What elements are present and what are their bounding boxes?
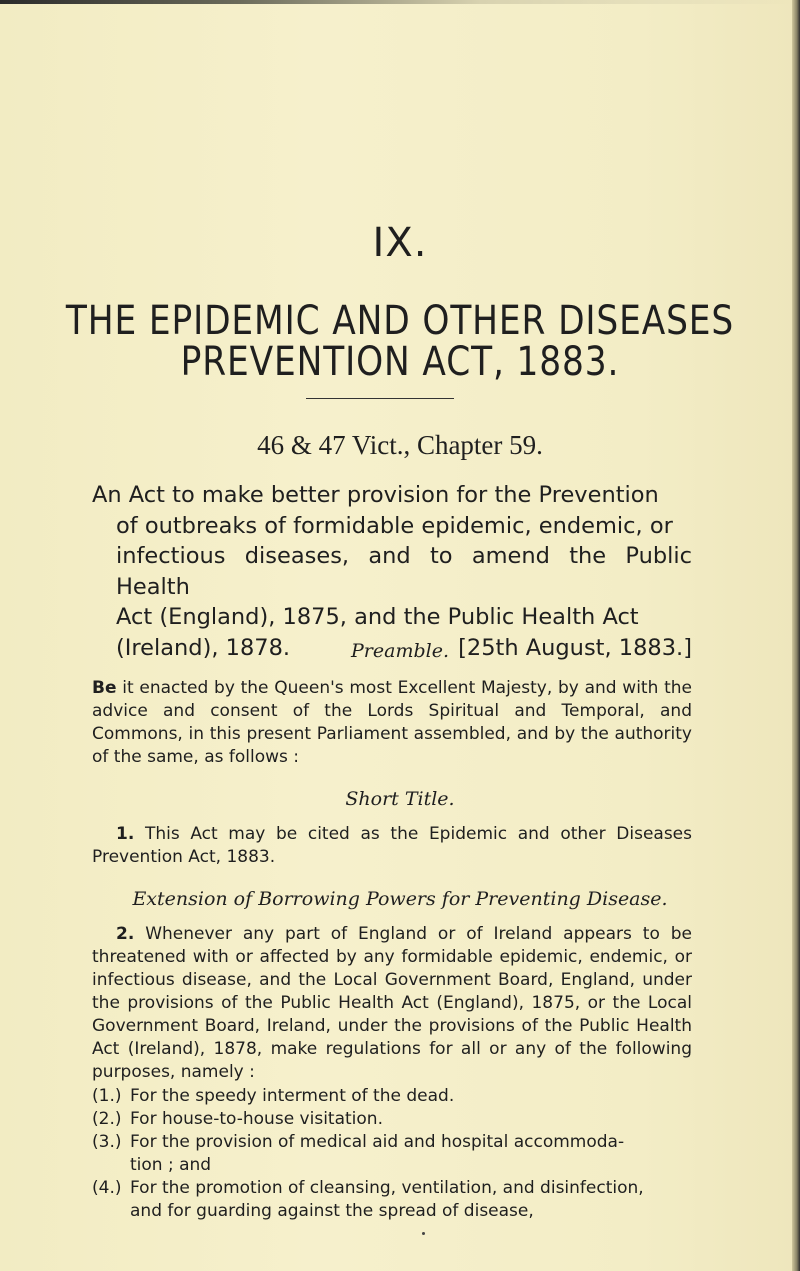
page-top-edge — [0, 0, 800, 4]
assent-date: [25th August, 1883.] — [458, 634, 692, 661]
long-title — [92, 480, 692, 663]
long-title-line-4: Act (England), 1875, and the Public Health Act — [116, 604, 639, 630]
list-item-number: (3.) — [92, 1132, 122, 1152]
section-2-number: 2. — [116, 924, 135, 944]
list-item — [92, 1131, 692, 1177]
list-item-text: For the promotion of cleansing, ventilation, and disinfection, — [130, 1178, 644, 1198]
paper-speck — [422, 1232, 425, 1235]
act-title-line-2: PREVENTION ACT, 1883. — [180, 339, 620, 385]
list-item-text: For the provision of medical aid and hospital accommoda- — [130, 1132, 625, 1152]
title-divider — [306, 398, 454, 399]
preamble-text — [92, 677, 692, 769]
list-item — [92, 1085, 692, 1108]
section-1-text — [92, 823, 692, 869]
long-title-line-3: infectious diseases, and to amend the Public Health — [116, 543, 692, 600]
section-2-heading: Extension of Borrowing Powers for Preventing Disease. — [132, 888, 668, 910]
section-1-body: This Act may be cited as the Epidemic and other Diseases Prevention Act, 1883. — [92, 824, 692, 867]
preamble-body: it enacted by the Queen's most Excellent Majesty, by and with the advice and consent of the Lords Spiritual and Temporal, and Commons, in this present Parliament assembled, and by the authority of the same, as follows : — [92, 678, 692, 767]
list-item-number: (1.) — [92, 1086, 122, 1106]
list-item-continuation: and for guarding against the spread of disease, — [130, 1201, 534, 1221]
section-1-heading: Short Title. — [345, 788, 455, 810]
preamble-heading: Preamble. — [351, 640, 449, 662]
list-item-continuation: tion ; and — [130, 1155, 212, 1175]
long-title-line-2: of outbreaks of formidable epidemic, endemic, or — [116, 512, 673, 539]
preamble-lead: Be — [92, 678, 117, 698]
list-item-number: (2.) — [92, 1109, 122, 1129]
section-2-text — [92, 923, 692, 1084]
list-item — [92, 1108, 692, 1131]
list-item-text: For house-to-house visitation. — [130, 1109, 383, 1129]
long-title-line-5-left: (Ireland), 1878. — [116, 634, 291, 661]
list-item — [92, 1177, 692, 1223]
section-1-number: 1. — [116, 824, 135, 844]
section-2-body: Whenever any part of England or of Ireland appears to be threatened with or affected by any formidable epidemic, endemic, or infectious disease, and the Local Government Board, England, under the provisions of the Public Health Act (England), 1875, or the Local Government Board, Ireland, under the provisions of the Public Health Act (Ireland), 1878, make regulations for all or any of the following purposes, namely : — [92, 924, 692, 1082]
list-item-text: For the speedy interment of the dead. — [130, 1086, 455, 1106]
act-citation: 46 & 47 Vict., Chapter 59. — [257, 430, 543, 460]
long-title-line-1: An Act to make better provision for the Prevention — [92, 482, 659, 508]
act-title-line-1: THE EPIDEMIC AND OTHER DISEASES — [65, 298, 735, 344]
list-item-number: (4.) — [92, 1178, 122, 1198]
page-right-edge — [792, 0, 800, 1271]
chapter-number: IX. — [372, 220, 428, 266]
